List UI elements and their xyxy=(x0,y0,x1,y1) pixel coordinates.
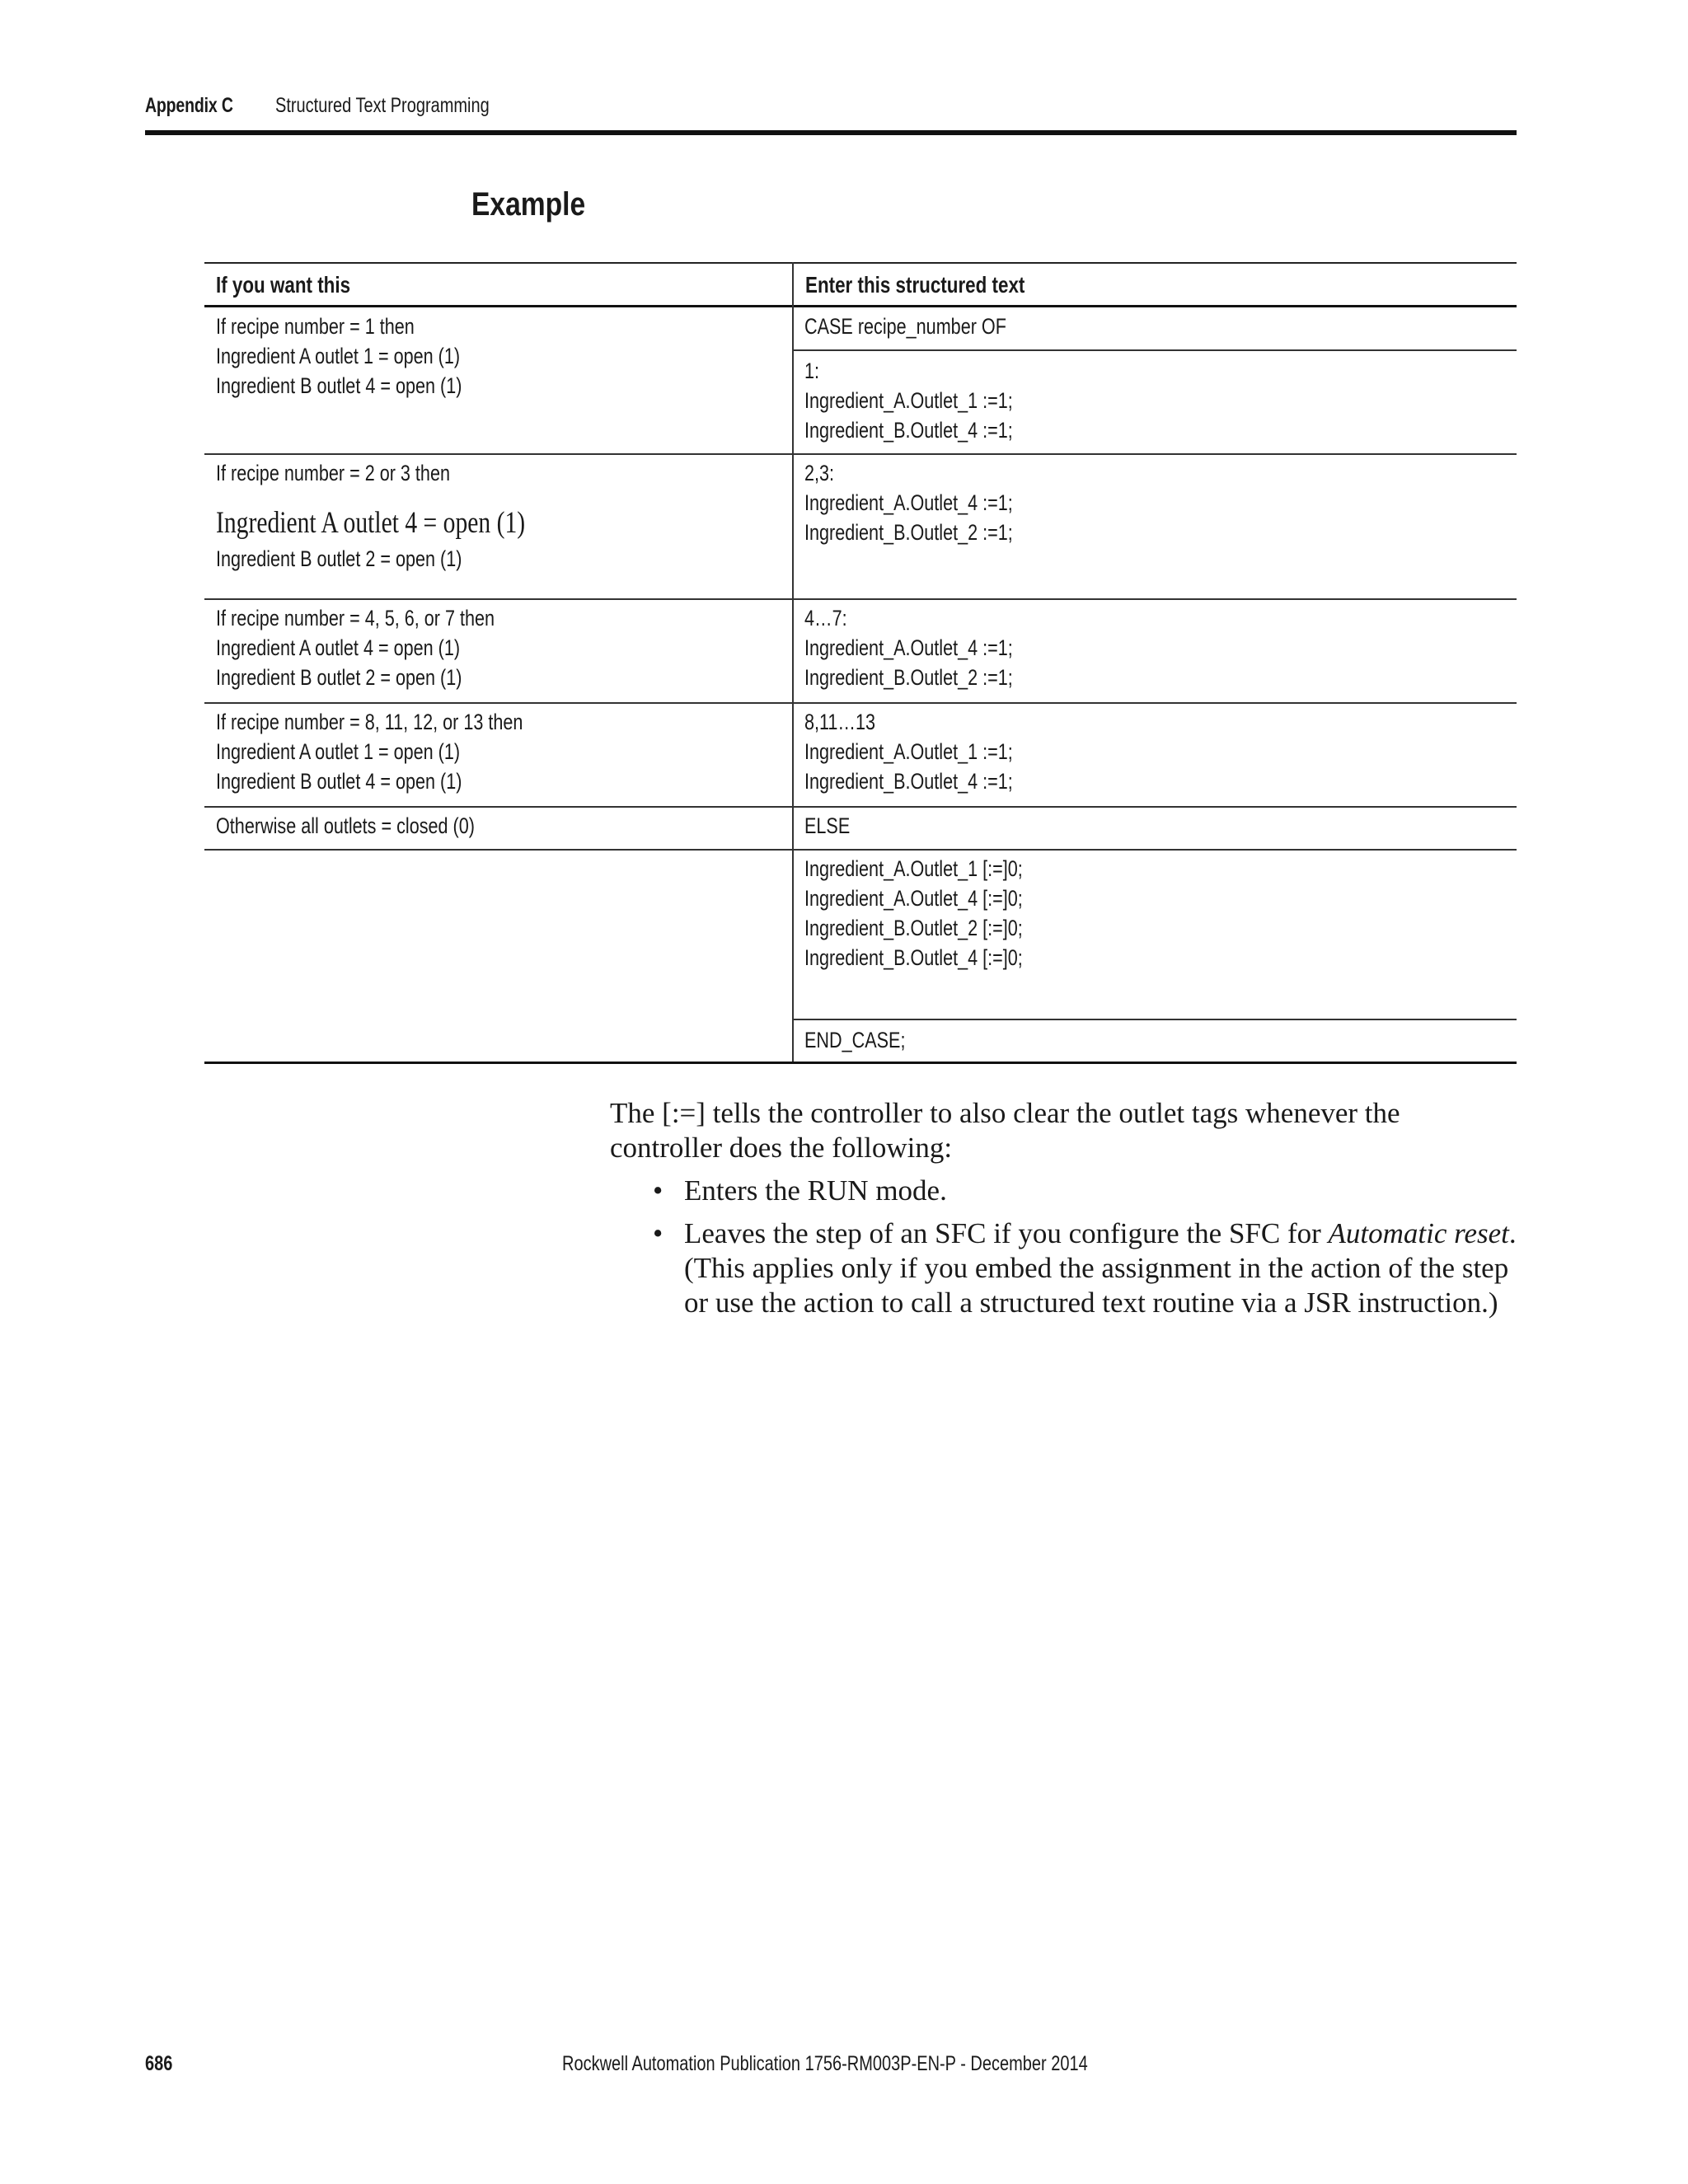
table-row-rule xyxy=(204,453,1517,455)
table-row-1-code: 1: Ingredient_A.Outlet_1 :=1; Ingredient_B.Outlet_4 :=1; xyxy=(804,359,1013,443)
page-number: 686 xyxy=(145,2052,173,2075)
table-header-rule xyxy=(204,305,1517,307)
section-title: Example xyxy=(471,186,586,223)
bullet-list xyxy=(610,1174,1517,1320)
col1-header: If you want this xyxy=(216,272,351,298)
table-row-1-case: CASE recipe_number OF xyxy=(804,314,1006,339)
table-row-5-code: ELSE xyxy=(804,813,851,838)
table-row-3-condition: If recipe number = 4, 5, 6, or 7 then Ingredient A outlet 4 = open (1) Ingredient B outlet 2 = open (1) xyxy=(216,606,495,690)
col2-header: Enter this structured text xyxy=(805,272,1025,298)
table-subrule xyxy=(794,1019,1517,1020)
table-row-rule xyxy=(204,598,1517,600)
page-header xyxy=(145,89,1517,135)
table-row-4-code: 8,11…13 Ingredient_A.Outlet_1 :=1; Ingredient_B.Outlet_4 :=1; xyxy=(804,710,1013,794)
intro-paragraph: The [:=] tells the controller to also clear the outlet tags whenever the controller does the following: xyxy=(610,1097,1400,1164)
table-row-2-code: 2,3: Ingredient_A.Outlet_4 :=1; Ingredient_B.Outlet_2 :=1; xyxy=(804,461,1013,545)
bullet-icon: • xyxy=(653,1217,663,1249)
table-row-rule xyxy=(204,702,1517,704)
table-row-4-condition: If recipe number = 8, 11, 12, or 13 then Ingredient A outlet 1 = open (1) Ingredient B outlet 4 = open (1) xyxy=(216,710,523,794)
table-row-3-code: 4…7: Ingredient_A.Outlet_4 :=1; Ingredient_B.Outlet_2 :=1; xyxy=(804,606,1013,690)
column-divider xyxy=(792,262,794,1063)
list-item xyxy=(610,1216,1517,1320)
list-item xyxy=(610,1174,1517,1208)
table-header-cell xyxy=(794,262,1517,307)
bullet-icon: • xyxy=(653,1174,663,1207)
bullet-text: Enters the RUN mode. xyxy=(684,1174,947,1207)
table-row-5-condition: Otherwise all outlets = closed (0) xyxy=(216,813,475,838)
appendix-label: Appendix C xyxy=(145,94,233,117)
table-row-1-condition: If recipe number = 1 then Ingredient A outlet 1 = open (1) Ingredient B outlet 4 = open (1) xyxy=(216,314,462,398)
table-row-rule xyxy=(204,806,1517,808)
table-row-6-code: Ingredient_A.Outlet_1 [:=]0; Ingredient_A.Outlet_4 [:=]0; Ingredient_B.Outlet_2 [:=]0; Ingredient_B.Outlet_4 [:=]0; xyxy=(804,856,1023,970)
publication-info: Rockwell Automation Publication 1756-RM003P-EN-P - December 2014 xyxy=(562,2052,1088,2075)
chapter-title: Structured Text Programming xyxy=(275,94,490,117)
table-header-cell xyxy=(204,262,792,307)
table-row-rule xyxy=(204,849,1517,851)
body-text xyxy=(610,1096,1517,1329)
table-bottom-rule xyxy=(204,1062,1517,1064)
bullet-text-end: . (This applies only if you embed the assignment in the action of the step or use the action to call a structured text routine via a JSR instruction.) xyxy=(684,1217,1517,1319)
bullet-text-start: Leaves the step of an SFC if you configure the SFC for xyxy=(684,1217,1329,1249)
table-row-7-code: END_CASE; xyxy=(804,1028,906,1052)
table-row-2-condition: If recipe number = 2 or 3 then Ingredient A outlet 4 = open (1) Ingredient B outlet 2 = open (1) xyxy=(216,461,526,571)
header-rule xyxy=(145,130,1517,135)
table-subrule xyxy=(794,349,1517,351)
automatic-reset-term: Automatic reset xyxy=(1328,1217,1509,1249)
